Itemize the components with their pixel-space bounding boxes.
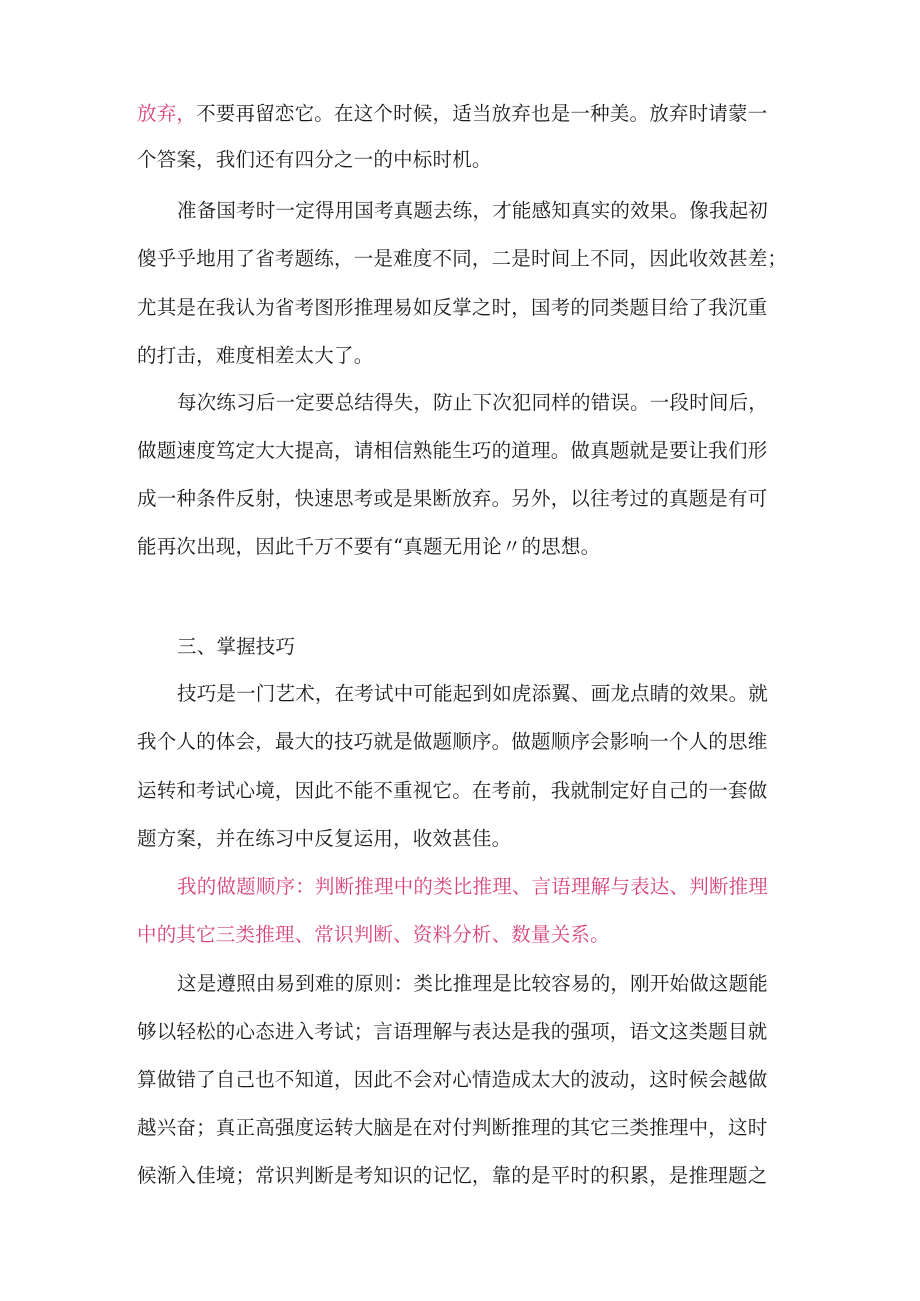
- paragraph-line: 算做错了自己也不知道，因此不会对心情造成太大的波动，这时候会越做: [137, 1068, 768, 1091]
- paragraph-line: 傻乎乎地用了省考题练，一是难度不同，二是时间上不同，因此收效甚差；: [137, 247, 788, 270]
- highlighted-text: 放弃，: [137, 102, 197, 125]
- paragraph-line: 能再次出现，因此千万不要有“真题无用论〃的思想。: [137, 535, 601, 558]
- section-heading: 三、掌握技巧: [177, 635, 296, 658]
- paragraph-line: 做题速度笃定大大提高，请相信熟能生巧的道理。做真题就是要让我们形: [137, 439, 768, 462]
- paragraph-line: 尤其是在我认为省考图形推理易如反掌之时，国考的同类题目给了我沉重: [137, 296, 768, 319]
- paragraph-line: 够以轻松的心态进入考试；言语理解与表达是我的强项，语文这类题目就: [137, 1020, 768, 1043]
- paragraph-line: 运转和考试心境，因此不能不重视它。在考前，我就制定好自己的一套做: [137, 779, 768, 802]
- paragraph-line: 成一种条件反射，快速思考或是果断放弃。另外，以往考过的真题是有可: [137, 487, 768, 510]
- paragraph-line: 候渐入佳境；常识判断是考知识的记忆，靠的是平时的积累，是推理题之: [137, 1164, 768, 1187]
- paragraph-line: 题方案，并在练习中反复运用，收效甚佳。: [137, 827, 512, 850]
- paragraph-line: 越兴奋；真正高强度运转大脑是在对付判断推理的其它三类推理中，这时: [137, 1116, 768, 1139]
- paragraph-line: 个答案，我们还有四分之一的中标时机。: [137, 148, 492, 171]
- highlighted-paragraph-line: 中的其它三类推理、常识判断、资料分析、数量关系。: [137, 923, 610, 946]
- highlighted-paragraph-line: 我的做题顺序：判断推理中的类比推理、言语理解与表达、判断推理: [177, 875, 769, 898]
- paragraph-line: 的打击，难度相差太大了。: [137, 344, 374, 367]
- paragraph-line: 准备国考时一定得用国考真题去练，才能感知真实的效果。像我起初: [177, 199, 769, 222]
- paragraph-line: 这是遵照由易到难的原则：类比推理是比较容易的，刚开始做这题能: [177, 972, 769, 995]
- paragraph-line: [137, 100, 787, 128]
- paragraph-line: 我个人的体会，最大的技巧就是做题顺序。做题顺序会影响一个人的思维: [137, 730, 768, 753]
- paragraph-line: 每次练习后一定要总结得失，防止下次犯同样的错误。一段时间后，: [177, 391, 769, 414]
- paragraph-text: 不要再留恋它。在这个时候，适当放弃也是一种美。放弃时请蒙一: [196, 102, 768, 125]
- paragraph-line: 技巧是一门艺术，在考试中可能起到如虎添翼、画龙点睛的效果。就: [177, 682, 769, 705]
